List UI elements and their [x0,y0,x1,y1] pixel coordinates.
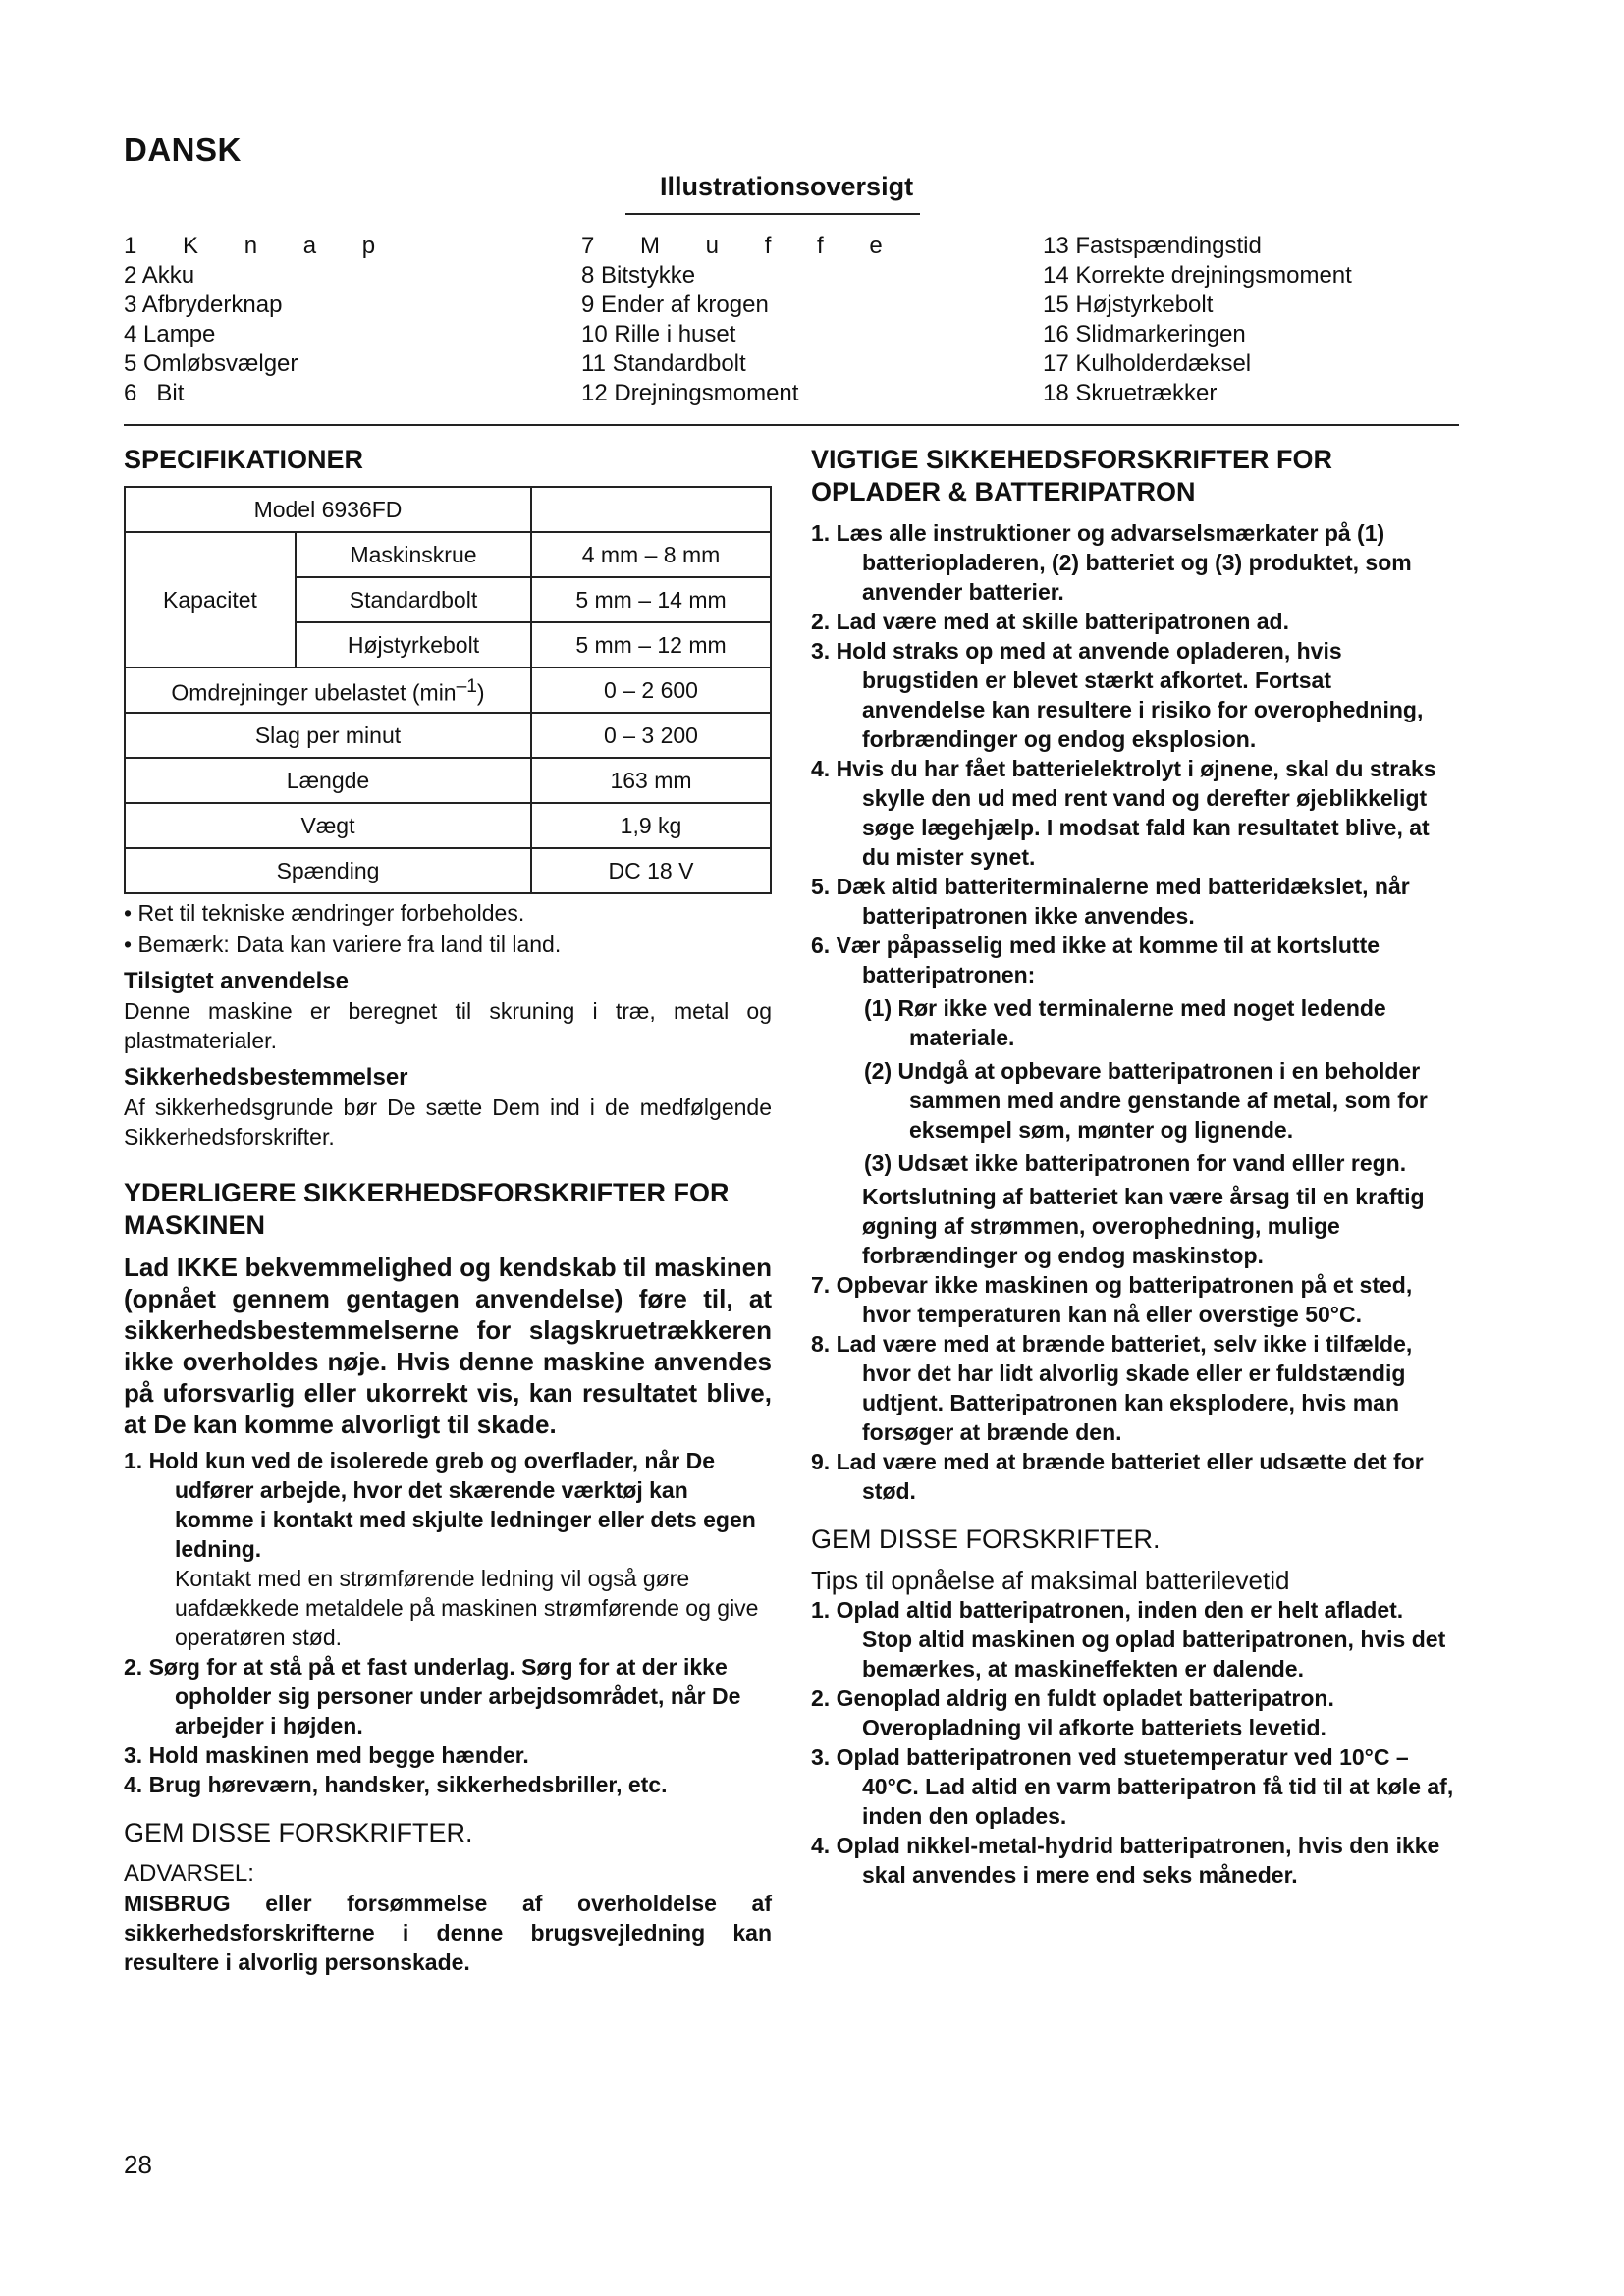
spec-capacity-label: Kapacitet [125,532,296,667]
charger-item: 2. Lad være med at skille batteripatronen ad. [811,609,1289,634]
intended-use-title: Tilsigtet anvendelse [124,968,349,994]
spec-row-value: DC 18 V [531,848,771,893]
save-instructions-heading: GEM DISSE FORSKRIFTER. [811,1524,1161,1554]
spec-model: Model 6936FD [125,487,531,532]
spec-table [124,486,772,894]
ill-item: 5 Omløbsvælger [124,350,298,377]
spec-row-value: 1,9 kg [531,803,771,848]
additional-safety-heading: YDERLIGERE SIKKERHEDSFORSKRIFTER FOR MASKINEN [124,1178,730,1240]
illustration-list-col1 [124,232,395,408]
illustration-list-col2 [581,232,902,408]
rpm-exponent: –1 [456,676,477,698]
spec-model-blank [531,487,771,532]
charger-safety-heading: VIGTIGE SIKKEHEDSFORSKRIFTER FOR OPLADER & BATTERIPATRON [811,445,1333,507]
spec-row-value: 0 – 3 200 [531,713,771,758]
spec-cap-label: Maskinskrue [296,532,531,577]
spec-cap-value: 4 mm – 8 mm [531,532,771,577]
ill-item: 12 Drejningsmoment [581,380,799,406]
ill-item: 7 M u f f e [581,233,902,259]
charger-item: 5. Dæk altid batteriterminalerne med batteridækslet, når batteripatronen ikke anvendes. [811,874,1410,929]
warning-title: ADVARSEL: [124,1860,254,1887]
save-instructions-heading: GEM DISSE FORSKRIFTER. [124,1818,473,1847]
safety-rules-text: Af sikkerhedsgrunde bør De sætte Dem ind i de medfølgende Sikkerhedsforskrifter. [124,1095,772,1149]
left-column [124,444,772,1977]
additional-item: 1. Hold kun ved de isolerede greb og overflader, når De udfører arbejde, hvor det skærende værktøj kan komme i kontakt med skjulte ledninger eller dets egen ledning. [124,1448,756,1562]
ill-item: 16 Slidmarkeringen [1043,321,1246,347]
tips-item: 1. Oplad altid batteripatronen, inden den er helt afladet. [811,1597,1404,1623]
spec-note: • Bemærk: Data kan variere fra land til land. [124,932,562,957]
spec-rpm-label [125,667,531,713]
spec-row-value: 163 mm [531,758,771,803]
section-language-title: DANSK [124,132,242,168]
ill-item: 8 Bitstykke [581,262,696,289]
spec-note: • Ret til tekniske ændringer forbeholdes. [124,900,525,926]
charger-subitem: (2) Undgå at opbevare batteripatronen i en beholder sammen med andre genstande af metal, som for eksempel søm, mønter og lignende. [864,1058,1428,1143]
tips-title: Tips til opnåelse af maksimal batterilevetid [811,1566,1290,1595]
charger-item: 4. Hvis du har fået batterielektrolyt i øjnene, skal du straks skylle den ud med rent vand og derefter øjeblikkeligt søge lægehjælp. I modsat fald kan resultatet blive, at du mister synet. [811,756,1436,870]
tips-item: 4. Oplad nikkel-metal-hydrid batteripatronen, hvis den ikke skal anvendes i mere end seks måneder. [811,1833,1440,1888]
charger-item: 6. Vær påpasselig med ikke at komme til at kortslutte batteripatronen: [811,933,1380,988]
additional-item: 4. Brug høreværn, handsker, sikkerhedsbriller, etc. [124,1772,668,1797]
charger-subitem: (1) Rør ikke ved terminalerne med noget ledende materiale. [864,995,1386,1050]
spec-row-label: Længde [125,758,531,803]
intended-use-text: Denne maskine er beregnet til skruning i træ, metal og plastmaterialer. [124,998,772,1053]
ill-item: 18 Skruetrækker [1043,380,1218,406]
charger-subitem-note: Kortslutning af batteriet kan være årsag til en kraftig øgning af strømmen, overophedning, mulige forbrændinger og endog maskinstop. [862,1184,1425,1268]
additional-intro: Lad IKKE bekvemmelighed og kendskab til maskinen (opnået gennem gentagen anvendelse) føre til, at sikkerhedsbestemmelserne for slagskruetrækkeren ikke overholdes nøje. Hvis denne maskine anvendes på uforsvarlig eller ukorrekt vis, kan resultatet blive, at De kan komme alvorligt til skade. [124,1253,772,1439]
tips-item: 3. Oplad batteripatronen ved stuetemperatur ved 10°C – 40°C. Lad altid en varm batteripatron få tid til at køle af, inden den oplades. [811,1744,1454,1829]
ill-item: 11 Standardbolt [581,350,746,377]
ill-item: 10 Rille i huset [581,321,736,347]
warning-text: MISBRUG eller forsømmelse af overholdelse af sikkerhedsforskrifterne i denne brugsvejledning kan resultere i alvorlig personskade. [124,1891,772,1975]
ill-item: 9 Ender af krogen [581,292,769,318]
ill-item: 4 Lampe [124,321,216,347]
tips-item-note: Stop altid maskinen og oplad batteripatronen, hvis det bemærkes, at maskineffekten er dalende. [862,1627,1446,1682]
safety-rules-title: Sikkerhedsbestemmelser [124,1064,408,1091]
ill-item: 14 Korrekte drejningsmoment [1043,262,1352,289]
spec-cap-label: Højstyrkebolt [296,622,531,667]
spec-row-label: Spænding [125,848,531,893]
illustration-list-col3 [1043,232,1352,408]
spec-cap-value: 5 mm – 12 mm [531,622,771,667]
spec-row-label: Slag per minut [125,713,531,758]
ill-item: 15 Højstyrkebolt [1043,292,1214,318]
ill-item: 6 Bit [124,380,185,406]
charger-item: 8. Lad være med at brænde batteriet, selv ikke i tilfælde, hvor det har lidt alvorlig skade eller er fuldstændig udtjent. Batteripatronen kan eksplodere, hvis man forsøger at brænde den. [811,1331,1413,1445]
right-column [811,444,1459,1890]
charger-subitem: (3) Udsæt ikke batteripatronen for vand elller regn. [864,1150,1407,1176]
spec-rpm-value: 0 – 2 600 [531,667,771,713]
rpm-label-text: Omdrejninger ubelastet (min [171,679,457,706]
page-number: 28 [124,2150,152,2179]
tips-item: 2. Genoplad aldrig en fuldt opladet batteripatron. Overopladning vil afkorte batteriets levetid. [811,1685,1334,1740]
illustration-overview-title: Illustrationsoversigt [660,172,914,201]
ill-item: 13 Fastspændingstid [1043,233,1262,259]
ill-item: 17 Kulholderdæksel [1043,350,1252,377]
spec-heading: SPECIFIKATIONER [124,445,364,474]
rpm-label-close: ) [476,679,485,706]
ill-item: 3 Afbryderknap [124,292,283,318]
title-underline [625,213,920,215]
charger-item: 1. Læs alle instruktioner og advarselsmærkater på (1) batteriopladeren, (2) batteriet og (3) produktet, som anvender batterier. [811,520,1412,605]
additional-item-note: Kontakt med en strømførende ledning vil også gøre uafdækkede metaldele på maskinen strømførende og give operatøren stød. [175,1566,759,1650]
charger-item: 7. Opbevar ikke maskinen og batteripatronen på et sted, hvor temperaturen kan nå eller overstige 50°C. [811,1272,1413,1327]
additional-item: 2. Sørg for at stå på et fast underlag. Sørg for at der ikke opholder sig personer under arbejdsområdet, når De arbejder i højden. [124,1654,741,1738]
spec-cap-label: Standardbolt [296,577,531,622]
ill-item: 1 K n a p [124,233,396,259]
additional-item: 3. Hold maskinen med begge hænder. [124,1742,529,1768]
charger-item: 3. Hold straks op med at anvende opladeren, hvis brugstiden er blevet stærkt afkortet. Fortsat anvendelse kan resultere i risiko for overophedning, forbrændinger og endog eksplosion. [811,638,1424,752]
ill-item: 2 Akku [124,262,195,289]
horizontal-divider [124,424,1459,426]
spec-cap-value: 5 mm – 14 mm [531,577,771,622]
charger-item: 9. Lad være med at brænde batteriet eller udsætte det for stød. [811,1449,1424,1504]
spec-row-label: Vægt [125,803,531,848]
